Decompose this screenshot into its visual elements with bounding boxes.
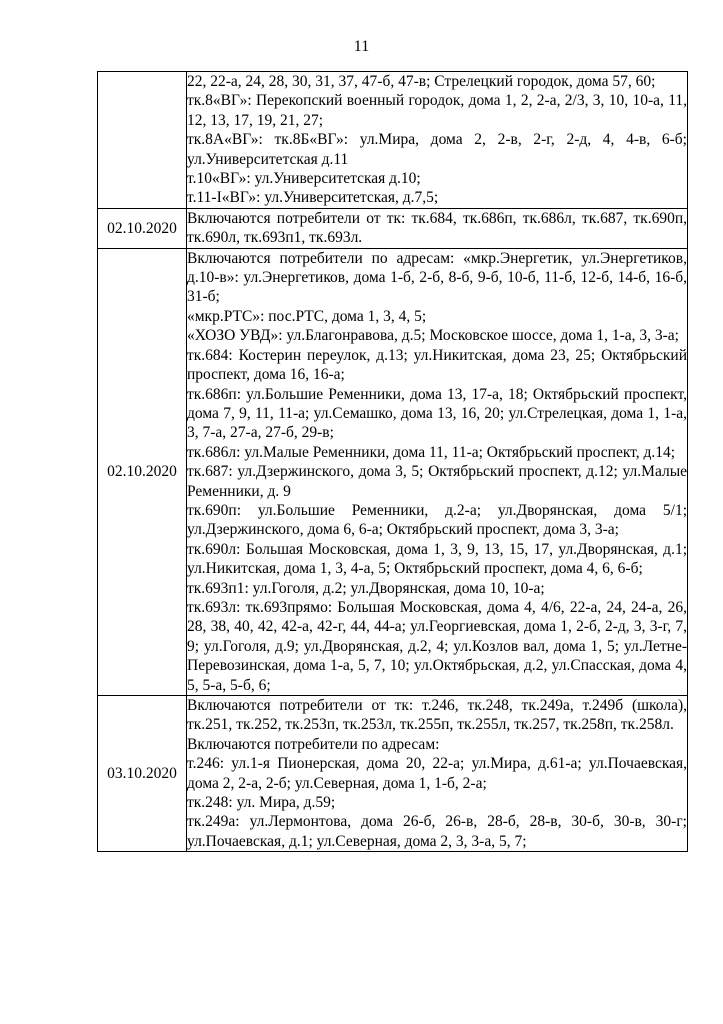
table-row <box>98 72 688 209</box>
date-cell: 03.10.2020 <box>98 696 187 852</box>
table-row <box>98 208 688 248</box>
text-paragraph: тк.686п: ул.Большие Ременники, дома 13, 17-а, 18; Октябрьский проспект, дома 7, 9, 11, 11-а; ул.Семашко, дома 13, 16, 20; ул.Стрелецкая, дома 1, 1-а, 3, 7-а, 27-а, 27-б, 29-в; <box>187 385 687 442</box>
text-paragraph: 22, 22-а, 24, 28, 30, 31, 37, 47-б, 47-в; Стрелецкий городок, дома 57, 60; <box>187 73 656 90</box>
text-paragraph: т.246: ул.1-я Пионерская, дома 20, 22-а; ул.Мира, д.61-а; ул.Почаевская, дома 2, 2-а, 2-б; ул.Северная, дома 1, 1-б, 2-а; <box>187 755 687 792</box>
text-paragraph: тк.687: ул.Дзержинского, дома 3, 5; Октябрьский проспект, д.12; ул.Малые Ременники, д. 9 <box>187 463 687 500</box>
text-paragraph: тк.249а: ул.Лермонтова, дома 26-б, 26-в, 28-б, 28-в, 30-б, 30-в, 30-г; ул.Почаевская, д.1; ул.Северная, дома 2, 3, 3-а, 5, 7; <box>187 813 687 850</box>
text-paragraph: тк.8А«ВГ»: тк.8Б«ВГ»: ул.Мира, дома 2, 2-в, 2-г, 2-д, 4, 4-в, 6-б; ул.Университетская д.11 <box>187 131 687 168</box>
text-paragraph: тк.690п: ул.Большие Ременники, д.2-а; ул.Дворянская, дома 5/1; ул.Дзержинского, дома 6, 6-а; Октябрьский проспект, дома 3, 3-а; <box>187 501 687 539</box>
text-paragraph: тк.686л: ул.Малые Ременники, дома 11, 11-а; Октябрьский проспект, д.14; <box>187 443 676 461</box>
table-row <box>98 248 688 695</box>
text-paragraph: «мкр.РТС»: пос.РТС, дома 1, 3, 4, 5; <box>187 307 427 325</box>
date-cell: 02.10.2020 <box>98 248 187 695</box>
date-cell <box>98 72 187 209</box>
text-paragraph: т.10«ВГ»: ул.Университетская д.10; <box>187 170 421 188</box>
text-paragraph: тк.693п1: ул.Гоголя, д.2; ул.Дворянская, дома 10, 10-а; <box>187 579 545 597</box>
text-paragraph: тк.684: Костерин переулок, д.13; ул.Никитская, дома 23, 25; Октябрьский проспект, дома 16, 16-а; <box>187 346 687 384</box>
text-paragraph: тк.248: ул. Мира, д.59; <box>187 794 336 812</box>
text-paragraph: Включаются потребители от тк: тк.684, тк.686п, тк.686л, тк.687, тк.690п, тк.690л, тк.693п1, тк.693л. <box>187 209 687 247</box>
table-row <box>98 696 688 852</box>
description-cell <box>187 208 688 248</box>
text-paragraph: «ХОЗО УВД»: ул.Благонравова, д.5; Московское шоссе, дома 1, 1-а, 3, 3-а; <box>187 327 679 345</box>
description-cell <box>187 696 688 852</box>
page-number: 11 <box>353 38 370 55</box>
text-paragraph: тк.693л: тк.693прямо: Большая Московская, дома 4, 4/6, 22-а, 24, 24-а, 26, 28, 38, 40, 42, 42-а, 42-г, 44, 44-а; ул.Георгиевская, дома 1, 2-б, 2-д, 3, 3-г, 7, 9; ул.Гоголя, д.9; ул.Дворянская, д.2, 4; ул.Козлов вал, дома 1, 5; ул.Летне-Перевозинская, дома 1-а, 5, 7, 10; ул.Октябрьская, д.2, ул.Спасская, дома 4, 5, 5-а, 5-б, 6; <box>187 598 687 694</box>
description-cell <box>187 248 688 695</box>
description-cell <box>187 72 688 209</box>
text-paragraph: Включаются потребители по адресам: <box>187 735 440 753</box>
text-paragraph: Включаются потребители по адресам: «мкр.Энергетик, ул.Энергетиков, д.10-в»: ул.Энергетиков, дома 1-б, 2-б, 8-б, 9-б, 10-б, 11-б, 12-б, 14-б, 16-б, 31-б; <box>187 249 687 306</box>
text-paragraph: т.11-I«ВГ»: ул.Университетская, д.7,5; <box>187 189 439 207</box>
text-paragraph: тк.690л: Большая Московская, дома 1, 3, 9, 13, 15, 17, ул.Дворянская, д.1; ул.Никитская, дома 1, 3, 4-а, 5; Октябрьский проспект, дома 4, 6, 6-б; <box>187 540 687 578</box>
text-paragraph: Включаются потребители от тк: т.246, тк.248, тк.249а, т.249б (школа), тк.251, тк.252, тк.253п, тк.253л, тк.255п, тк.255л, тк.257, тк.258п, тк.258л. <box>187 697 687 734</box>
schedule-table <box>97 71 688 852</box>
text-paragraph: тк.8«ВГ»: Перекопский военный городок, дома 1, 2, 2-а, 2/3, 3, 10, 10-а, 11, 12, 13, 17, 19, 21, 27; <box>187 92 687 129</box>
date-cell: 02.10.2020 <box>98 208 187 248</box>
